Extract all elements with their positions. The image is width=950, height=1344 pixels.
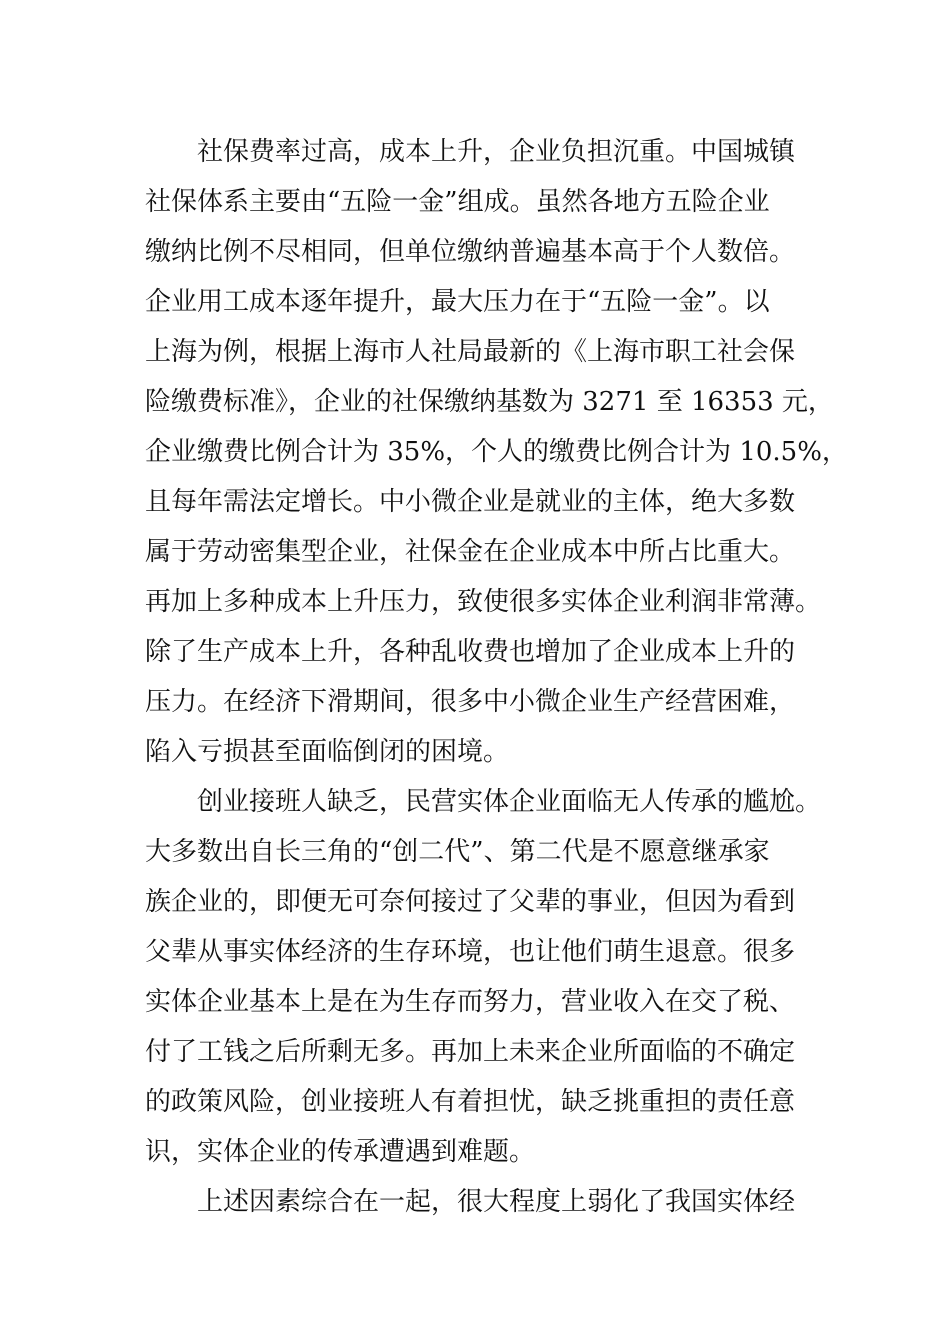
paragraph-1-line-12: 压力。在经济下滑期间，很多中小微企业生产经营困难，	[145, 687, 796, 717]
paragraph-2-line-6: 付了工钱之后所剩无多。再加上未来企业所面临的不确定	[145, 1037, 796, 1067]
paragraph-2-line-5: 实体企业基本上是在为生存而努力，营业收入在交了税、	[145, 987, 796, 1017]
paragraph-2-line-3: 族企业的，即便无可奈何接过了父辈的事业，但因为看到	[145, 887, 796, 917]
paragraph-2-line-2: 大多数出自长三角的“创二代”、第二代是不愿意继承家	[145, 837, 770, 867]
paragraph-2-line-7: 的政策风险，创业接班人有着担忧，缺乏挑重担的责任意	[145, 1087, 796, 1117]
paragraph-1-line-4: 企业用工成本逐年提升，最大压力在于“五险一金”。以	[145, 287, 770, 317]
paragraph-1-line-5: 上海为例，根据上海市人社局最新的《上海市职工社会保	[145, 337, 796, 367]
paragraph-2-line-4: 父辈从事实体经济的生存环境，也让他们萌生退意。很多	[145, 937, 796, 967]
paragraph-3-line-1: 上述因素综合在一起，很大程度上弱化了我国实体经	[197, 1187, 796, 1217]
paragraph-1-line-1: 社保费率过高，成本上升，企业负担沉重。中国城镇	[197, 137, 796, 167]
paragraph-2-line-1: 创业接班人缺乏，民营实体企业面临无人传承的尴尬。	[197, 787, 822, 817]
paragraph-2-line-8: 识，实体企业的传承遭遇到难题。	[145, 1137, 536, 1167]
paragraph-1-line-8: 且每年需法定增长。中小微企业是就业的主体，绝大多数	[145, 487, 796, 517]
paragraph-1-line-13: 陷入亏损甚至面临倒闭的困境。	[145, 737, 510, 767]
paragraph-1-line-9: 属于劳动密集型企业，社保金在企业成本中所占比重大。	[145, 537, 796, 567]
paragraph-1-line-11: 除了生产成本上升，各种乱收费也增加了企业成本上升的	[145, 637, 796, 667]
paragraph-1-line-6: 险缴费标准》，企业的社保缴纳基数为 3271 至 16353 元，	[145, 387, 834, 417]
paragraph-1-line-10: 再加上多种成本上升压力，致使很多实体企业利润非常薄。	[145, 587, 822, 617]
paragraph-1-line-3: 缴纳比例不尽相同，但单位缴纳普遍基本高于个人数倍。	[145, 237, 796, 267]
paragraph-1-line-2: 社保体系主要由“五险一金”组成。虽然各地方五险企业	[145, 187, 770, 217]
paragraph-1-line-7: 企业缴费比例合计为 35%，个人的缴费比例合计为 10.5%，	[145, 437, 848, 467]
